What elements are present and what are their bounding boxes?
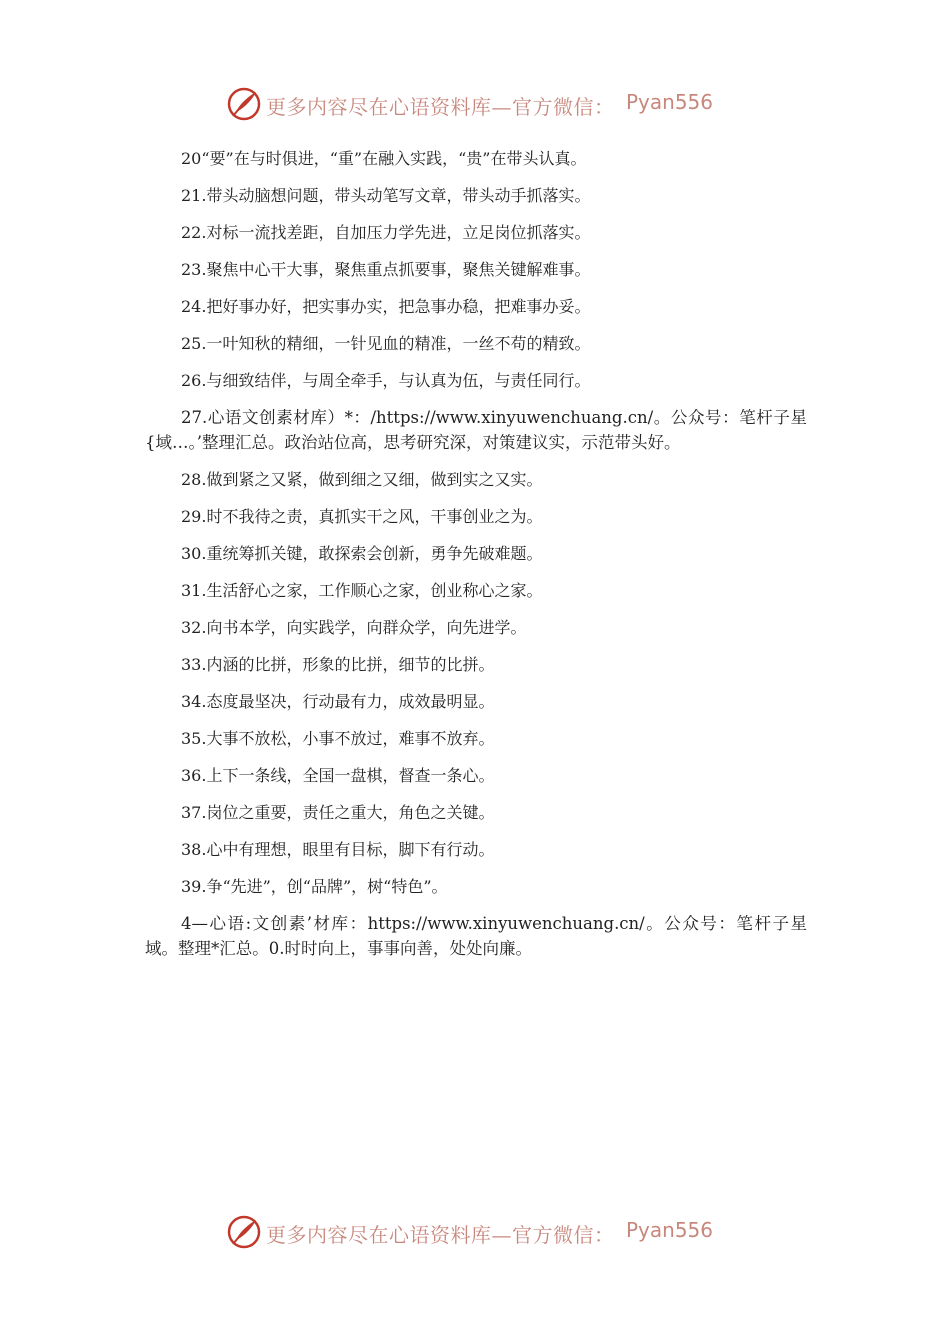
wechat-id: Pyan556 [626, 90, 714, 114]
list-item: 31.生活舒心之家，工作顺心之家，创业称心之家。 [181, 581, 543, 600]
list-item: 20“要”在与时俱进，“重”在融入实践，“贵”在带头认真。 [181, 149, 587, 168]
list-item: 22.对标一流找差距，自加压力学先进，立足岗位抓落实。 [181, 223, 591, 242]
list-item: 21.带头动脑想问题，带头动笔写文章，带头动手抓落实。 [181, 186, 591, 205]
banner-text: 更多内容尽在心语资料库—官方微信： [266, 1223, 615, 1247]
header-banner [0, 84, 950, 124]
list-item: 39.争“先进”，创“品牌”，树“特色”。 [181, 877, 448, 896]
list-item: 26.与细致结伴，与周全牵手，与认真为伍，与责任同行。 [181, 371, 591, 390]
list-item: 35.大事不放松，小事不放过，难事不放弃。 [181, 729, 495, 748]
list-item: 36.上下一条线，全国一盘棋，督查一条心。 [181, 766, 495, 785]
list-item: 28.做到紧之又紧，做到细之又细，做到实之又实。 [181, 470, 543, 489]
wechat-id: Pyan556 [626, 1218, 714, 1242]
footer-banner [0, 1212, 950, 1252]
list-item: 33.内涵的比拼，形象的比拼，细节的比拼。 [181, 655, 495, 674]
list-item: 30.重统筹抓关键，敢探索会创新，勇争先破难题。 [181, 544, 543, 563]
list-item: 34.态度最坚决，行动最有力，成效最明显。 [181, 692, 495, 711]
document-body [145, 140, 807, 967]
list-item: 32.向书本学，向实践学，向群众学，向先进学。 [181, 618, 527, 637]
banner-text: 更多内容尽在心语资料库—官方微信： [266, 95, 615, 119]
quill-pen-circle-icon [226, 86, 262, 122]
paragraph-27: 27.心语文创素材库）*：/https://www.xinyuwenchuang.cn/。公众号：笔杆子星{域…。’整理汇总。政治站位高，思考研究深，对策建议实，示范带头好。 [145, 408, 807, 452]
list-item: 24.把好事办好，把实事办实，把急事办稳，把难事办妥。 [181, 297, 591, 316]
paragraph-40: 4—心语:文创素’材库：https://www.xinyuwenchuang.cn/。公众号：笔杆子星域。整理*汇总。0.时时向上，事事向善，处处向廉。 [145, 914, 807, 958]
list-item: 29.时不我待之责，真抓实干之风，干事创业之为。 [181, 507, 543, 526]
list-item: 25.一叶知秋的精细，一针见血的精准，一丝不苟的精致。 [181, 334, 591, 353]
list-item: 37.岗位之重要，责任之重大，角色之关键。 [181, 803, 495, 822]
list-item: 38.心中有理想，眼里有目标，脚下有行动。 [181, 840, 495, 859]
list-item: 23.聚焦中心干大事，聚焦重点抓要事，聚焦关键解难事。 [181, 260, 591, 279]
quill-pen-circle-icon [226, 1214, 262, 1250]
